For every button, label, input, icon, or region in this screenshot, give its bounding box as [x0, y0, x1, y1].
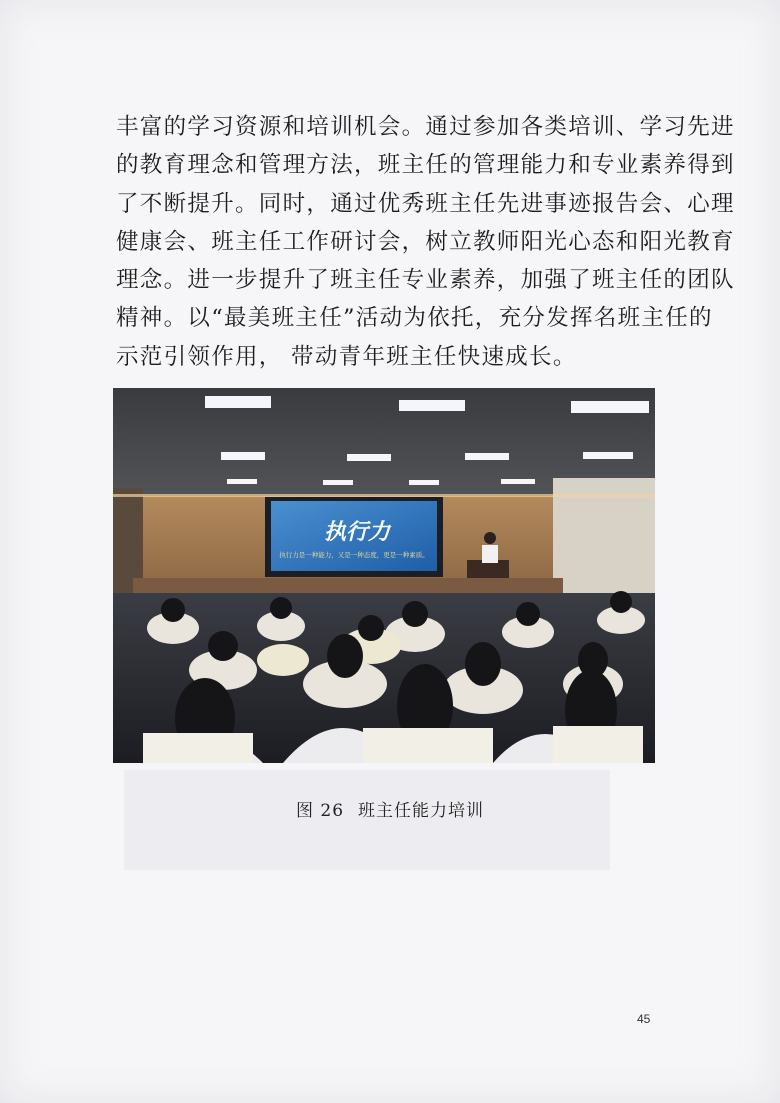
paragraph-line: 精神。以“最美班主任”活动为依托，充分发挥名班主任的 [116, 305, 713, 332]
training-session-photo [113, 388, 655, 763]
body-paragraph [116, 108, 735, 376]
figure-title: 班主任能力培训 [358, 801, 485, 821]
screen-title: 执行力 [323, 519, 391, 545]
photo-illustration [113, 388, 655, 763]
page-number: 45 [637, 1012, 651, 1026]
paragraph-line: 理念。进一步提升了班主任专业素养，加强了班主任的团队 [116, 267, 735, 294]
paragraph-line: 的教育理念和管理方法，班主任的管理能力和专业素养得到 [116, 152, 735, 179]
paragraph-line: 了不断提升。同时，通过优秀班主任先进事迹报告会、心理 [116, 190, 735, 217]
paragraph-line: 示范引领作用， 带动青年班主任快速成长。 [116, 343, 577, 370]
figure-caption [0, 796, 780, 821]
screen-subtitle: 执行力是一种能力，又是一种态度，更是一种素质。 [279, 551, 429, 559]
figure-number: 图 26 [295, 801, 345, 821]
paragraph-line: 健康会、班主任工作研讨会，树立教师阳光心态和阳光教育 [116, 228, 735, 255]
paragraph-line: 丰富的学习资源和培训机会。通过参加各类培训、学习先进 [116, 114, 735, 140]
